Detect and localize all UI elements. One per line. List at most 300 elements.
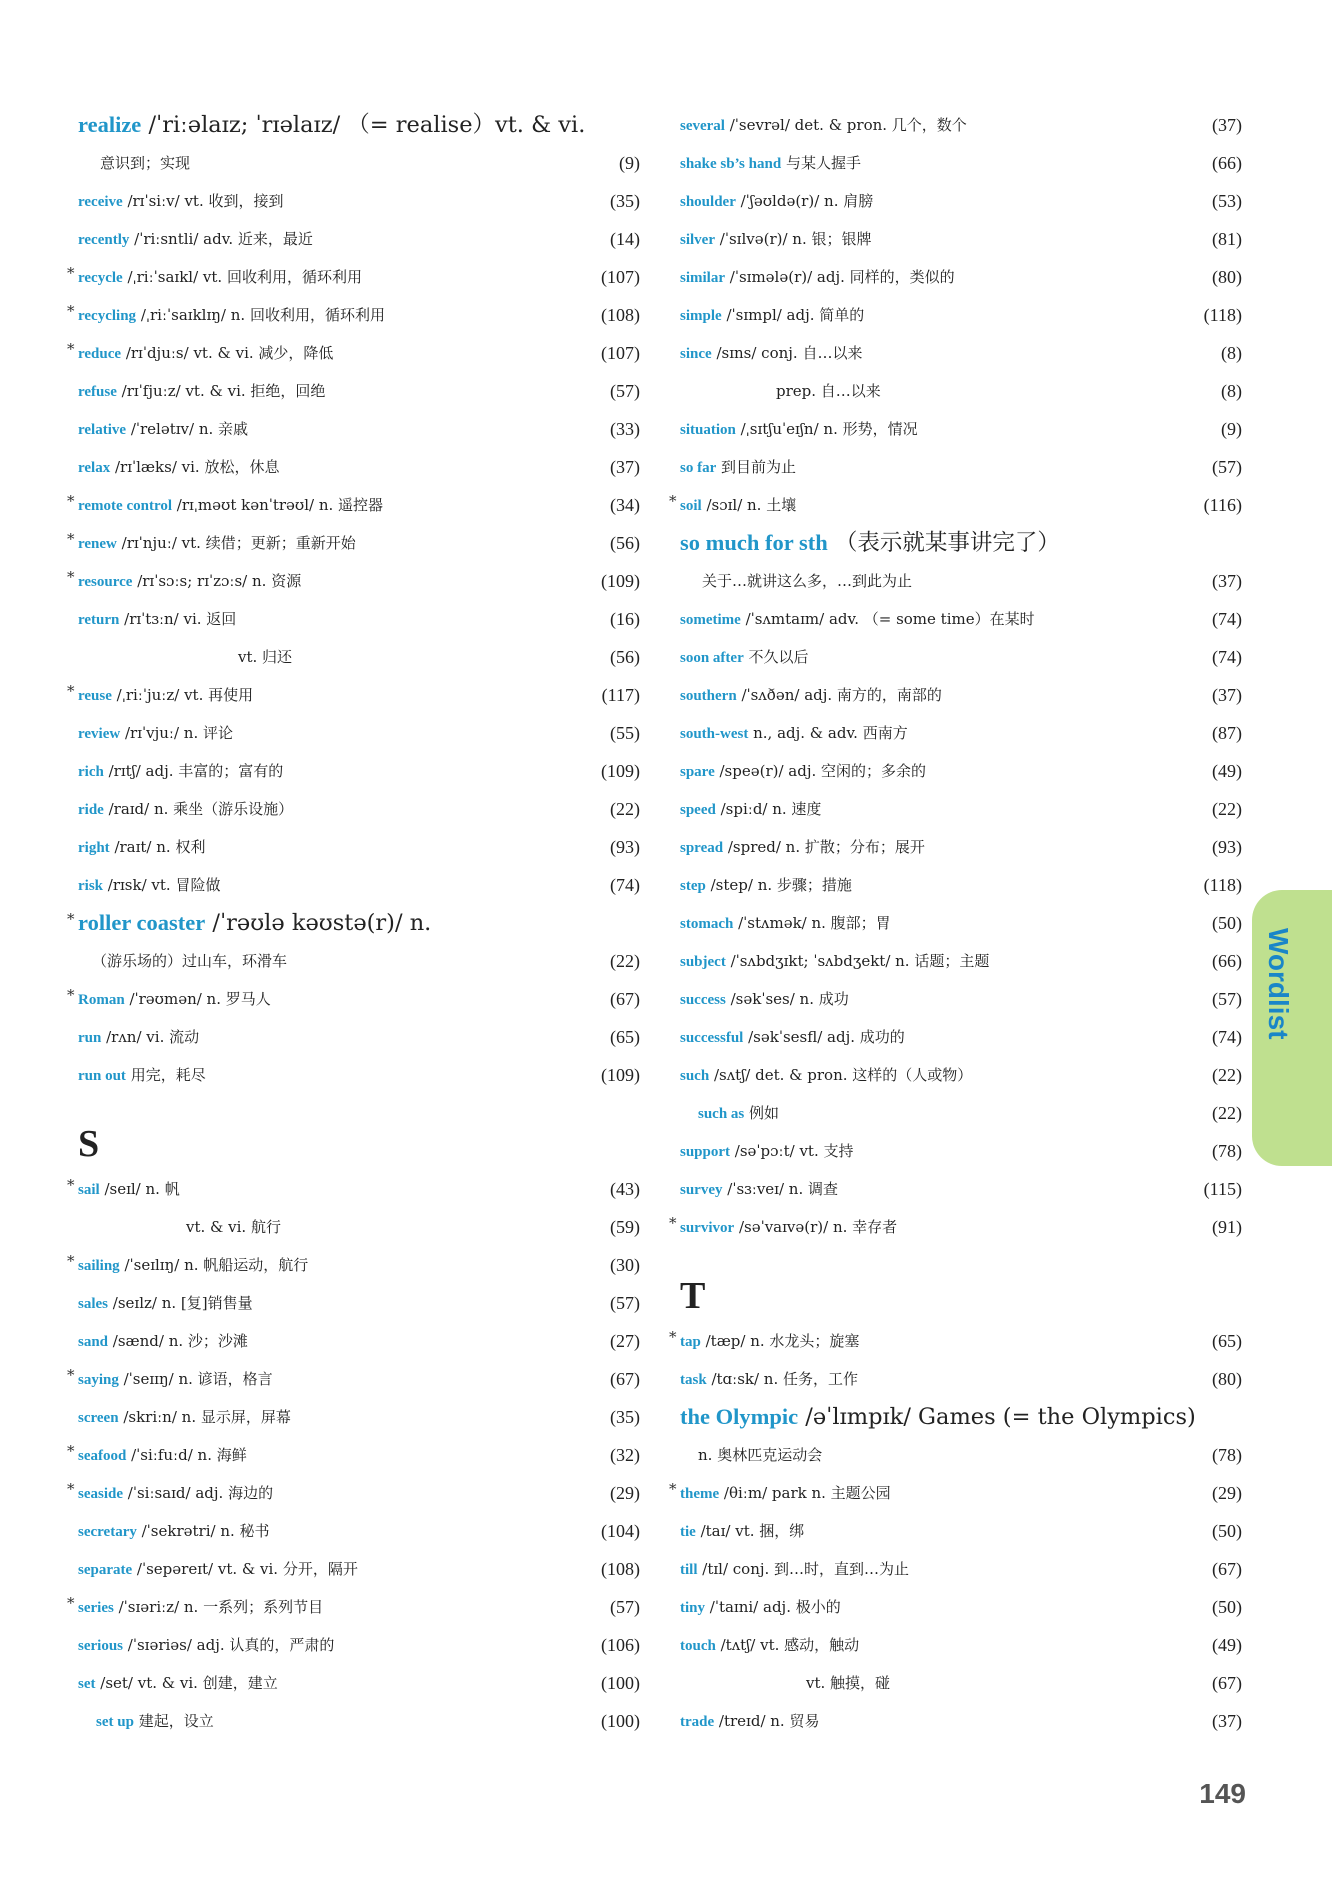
headword: realize	[78, 112, 142, 137]
headword: shake sb’s hand	[680, 156, 782, 172]
page-reference: (37)	[1212, 685, 1242, 705]
wordlist-entry	[67, 486, 640, 524]
headword: support	[680, 1144, 731, 1160]
headword: successful	[680, 1030, 744, 1046]
page-reference: (43)	[610, 1179, 640, 1199]
definition: /ˈsɪmələ(r)/ adj. 同样的，类似的	[725, 268, 955, 286]
star-marker: *	[67, 302, 75, 320]
headword: shoulder	[680, 194, 736, 210]
wordlist-entry	[78, 638, 640, 676]
page-reference: (27)	[610, 1331, 640, 1351]
definition: /rɪsk/ vt. 冒险做	[103, 876, 221, 894]
page-reference: (65)	[610, 1027, 640, 1047]
wordlist-entry	[78, 372, 640, 410]
wordlist-entry	[67, 524, 640, 562]
page-reference: (115)	[1203, 1179, 1242, 1199]
definition: /ˌriːˈsaɪklɪŋ/ n. 回收利用，循环利用	[136, 306, 385, 324]
definition: （表示就某事讲完了）	[827, 530, 1060, 556]
wordlist-entry	[78, 182, 640, 220]
star-marker: *	[67, 568, 75, 586]
headword: silver	[680, 232, 715, 248]
headword: sailing	[78, 1258, 120, 1274]
definition: /ˈtaɪni/ adj. 极小的	[705, 1598, 841, 1616]
definition: /səkˈses/ n. 成功	[725, 990, 849, 1008]
definition: （游乐场的）过山车，环滑车	[92, 952, 288, 970]
star-marker: *	[67, 492, 75, 510]
page-reference: (49)	[1212, 1635, 1242, 1655]
wordlist-entry	[680, 410, 1242, 448]
wordlist-entry	[78, 1702, 640, 1740]
definition: /ˈsɪlvə(r)/ n. 银；银牌	[715, 230, 872, 248]
page-reference: (37)	[1212, 1711, 1242, 1731]
definition: /səˈpɔːt/ vt. 支持	[730, 1142, 854, 1160]
headword: trade	[680, 1714, 715, 1730]
page-reference: (107)	[601, 267, 640, 287]
page-reference: (117)	[601, 685, 640, 705]
page-reference: (66)	[1212, 153, 1242, 173]
definition: /ˈsʌðən/ adj. 南方的，南部的	[736, 686, 942, 704]
definition: 例如	[744, 1104, 780, 1122]
headword: till	[680, 1562, 698, 1578]
wordlist-entry	[680, 1702, 1242, 1740]
wordlist-entry	[680, 1550, 1242, 1588]
definition: /ˈsʌbdʒɪkt; ˈsʌbdʒekt/ n. 话题；主题	[725, 952, 990, 970]
page-reference: (116)	[1203, 495, 1242, 515]
definition: /ˈsɪəriːz/ n. 一系列；系列节目	[113, 1598, 324, 1616]
definition: /ˈrəʊlə kəʊstə(r)/ n.	[205, 910, 432, 936]
star-marker: *	[67, 1442, 75, 1460]
page-reference: (104)	[601, 1521, 640, 1541]
wordlist-entry	[680, 638, 1242, 676]
headword: risk	[78, 878, 104, 894]
headword: speed	[680, 802, 716, 818]
headword: spare	[680, 764, 715, 780]
page-reference: (80)	[1212, 1369, 1242, 1389]
headword: reuse	[78, 688, 112, 704]
star-marker: *	[669, 492, 677, 510]
definition: /ˌriːˈjuːz/ vt. 再使用	[111, 686, 254, 704]
wordlist-entry	[78, 1512, 640, 1550]
page-reference: (57)	[610, 1293, 640, 1313]
wordlist-entry	[680, 258, 1242, 296]
wordlist-entry	[680, 980, 1242, 1018]
wordlist-entry	[680, 714, 1242, 752]
wordlist-entry	[67, 562, 640, 600]
definition: /ˈseɪɪŋ/ n. 谚语，格言	[118, 1370, 273, 1388]
wordlist-entry	[78, 790, 640, 828]
headword: renew	[78, 536, 117, 552]
headword: so far	[680, 460, 717, 476]
definition: /ˈstʌmək/ n. 腹部；胃	[733, 914, 891, 932]
headword: similar	[680, 270, 725, 286]
page-reference: (93)	[1212, 837, 1242, 857]
page-reference: (74)	[1212, 1027, 1242, 1047]
headword: run out	[78, 1068, 126, 1084]
wordlist-entry	[680, 1436, 1242, 1474]
definition: n., adj. & adv. 西南方	[748, 724, 908, 742]
section-letter: T	[680, 1275, 706, 1317]
page-reference: (57)	[1212, 457, 1242, 477]
wordlist-entry	[680, 106, 1242, 144]
headword: sand	[78, 1334, 109, 1350]
definition: /tɑːsk/ n. 任务，工作	[706, 1370, 858, 1388]
headword: set	[78, 1676, 96, 1692]
page-reference: (37)	[1212, 571, 1242, 591]
definition: n. 奥林匹克运动会	[698, 1446, 823, 1464]
page-reference: (74)	[1212, 609, 1242, 629]
page-reference: (22)	[610, 951, 640, 971]
wordlist-entry	[78, 220, 640, 258]
definition: /ˌsɪtʃuˈeɪʃn/ n. 形势，情况	[735, 420, 918, 438]
wordlist-entry	[680, 1588, 1242, 1626]
right-column	[669, 106, 1242, 1740]
page-reference: (57)	[610, 1597, 640, 1617]
page-reference: (57)	[610, 381, 640, 401]
wordlist-entry	[78, 1322, 640, 1360]
page-reference: (35)	[610, 1407, 640, 1427]
page-reference: (35)	[610, 191, 640, 211]
wordlist-entry	[78, 1626, 640, 1664]
page-reference: (30)	[610, 1255, 640, 1275]
wordlist-entry	[78, 1398, 640, 1436]
star-marker: *	[67, 1176, 75, 1194]
page-reference: (50)	[1212, 1597, 1242, 1617]
page-reference: (67)	[1212, 1559, 1242, 1579]
headword: such	[680, 1068, 710, 1084]
headword: situation	[680, 422, 736, 438]
definition: 意识到；实现	[100, 154, 191, 172]
headword: screen	[78, 1410, 119, 1426]
page-reference: (67)	[610, 989, 640, 1009]
page-reference: (22)	[1212, 1103, 1242, 1123]
wordlist-entry	[78, 828, 640, 866]
wordlist-entry	[67, 296, 640, 334]
headword: survey	[680, 1182, 723, 1198]
wordlist-entry	[67, 1436, 640, 1474]
headword: reduce	[78, 346, 122, 362]
definition: 与某人握手	[781, 154, 861, 172]
definition: /ˈsɪəriəs/ adj. 认真的，严肃的	[123, 1636, 335, 1654]
page-reference: (66)	[1212, 951, 1242, 971]
definition: /raɪd/ n. 乘坐（游乐设施）	[103, 800, 294, 818]
star-marker: *	[67, 1594, 75, 1612]
wordlist-entry	[78, 866, 640, 904]
star-marker: *	[67, 986, 75, 1004]
page-reference: (109)	[601, 761, 640, 781]
headword: seafood	[78, 1448, 127, 1464]
headword: set up	[96, 1714, 134, 1730]
headword: relative	[78, 422, 127, 438]
wordlist-entry	[67, 334, 640, 372]
definition: /tʌtʃ/ vt. 感动，触动	[715, 1636, 860, 1654]
page-reference: (56)	[610, 533, 640, 553]
wordlist-entry	[78, 752, 640, 790]
wordlist-entry	[78, 410, 640, 448]
headword: serious	[78, 1638, 123, 1654]
page-reference: (100)	[601, 1673, 640, 1693]
wordlist-tab-label: Wordlist	[1263, 928, 1294, 1040]
definition: /θiːm/ park n. 主题公园	[719, 1484, 891, 1502]
headword: review	[78, 726, 121, 742]
definition: /sʌtʃ/ det. & pron. 这样的（人或物）	[709, 1066, 973, 1084]
wordlist-entry	[67, 1246, 640, 1284]
definition: /rɪˈsiːv/ vt. 收到，接到	[122, 192, 284, 210]
wordlist-entry	[78, 942, 640, 980]
page-reference: (80)	[1212, 267, 1242, 287]
wordlist-entry	[78, 1056, 640, 1094]
page-reference: (74)	[610, 875, 640, 895]
headword: tie	[680, 1524, 696, 1540]
definition: /seɪlz/ n. [复]销售量	[108, 1294, 253, 1312]
page-reference: (14)	[610, 229, 640, 249]
definition: /spiːd/ n. 速度	[715, 800, 822, 818]
headword: sales	[78, 1296, 108, 1312]
definition: /treɪd/ n. 贸易	[714, 1712, 820, 1730]
headword: touch	[680, 1638, 716, 1654]
headword: soil	[680, 498, 702, 514]
headword: run	[78, 1030, 102, 1046]
star-marker: *	[67, 1366, 75, 1384]
wordlist-entry	[78, 1550, 640, 1588]
headword: series	[78, 1600, 114, 1616]
wordlist-entry	[67, 1360, 640, 1398]
definition: /rɪˈdjuːs/ vt. & vi. 减少，降低	[121, 344, 334, 362]
wordlist-entry	[680, 334, 1242, 372]
definition: /rɪˈsɔːs; rɪˈzɔːs/ n. 资源	[132, 572, 302, 590]
headword: recently	[78, 232, 130, 248]
page-reference: (74)	[1212, 647, 1242, 667]
page-reference: (106)	[601, 1635, 640, 1655]
wordlist-entry	[680, 1170, 1242, 1208]
headword: refuse	[78, 384, 117, 400]
headword: simple	[680, 308, 722, 324]
definition: /ˈsekrətri/ n. 秘书	[136, 1522, 270, 1540]
headword: tap	[680, 1334, 701, 1350]
page-reference: (9)	[1221, 419, 1242, 439]
page-reference: (118)	[1203, 875, 1242, 895]
definition: /seɪl/ n. 帆	[99, 1180, 180, 1198]
wordlist-entry	[680, 1626, 1242, 1664]
headword: rich	[78, 764, 104, 780]
page-reference: (57)	[1212, 989, 1242, 1009]
wordlist-entry	[680, 1056, 1242, 1094]
definition: /rɪˈfjuːz/ vt. & vi. 拒绝，回绝	[116, 382, 326, 400]
star-marker: *	[669, 1328, 677, 1346]
definition: 关于…就讲这么多，…到此为止	[702, 572, 913, 590]
definition: 到目前为止	[716, 458, 797, 476]
definition: /ˈsɪmpl/ adj. 简单的	[721, 306, 865, 324]
wordlist-entry	[680, 1018, 1242, 1056]
page-reference: (78)	[1212, 1445, 1242, 1465]
page-reference: (65)	[1212, 1331, 1242, 1351]
definition: /ˈrəʊmən/ n. 罗马人	[124, 990, 271, 1008]
headword: Roman	[78, 992, 125, 1008]
section-letter: S	[78, 1123, 100, 1165]
page-reference: (67)	[1212, 1673, 1242, 1693]
headword: task	[680, 1372, 707, 1388]
definition: 建起，设立	[133, 1712, 214, 1730]
headword: separate	[78, 1562, 133, 1578]
page-reference: (107)	[601, 343, 640, 363]
headword: such as	[698, 1106, 745, 1122]
page-reference: (22)	[610, 799, 640, 819]
definition: /step/ n. 步骤；措施	[705, 876, 852, 894]
page-reference: (9)	[619, 153, 640, 173]
page-number: 149	[1199, 1778, 1246, 1809]
headword: relax	[78, 460, 111, 476]
headword: subject	[680, 954, 726, 970]
wordlist-entry	[67, 1170, 640, 1208]
definition: /rɪˈnjuː/ vt. 续借；更新；重新开始	[116, 534, 356, 552]
definition: /ˈsʌmtaɪm/ adv. （= some time）在某时	[740, 610, 1035, 628]
wordlist-entry	[680, 1360, 1242, 1398]
page-reference: (55)	[610, 723, 640, 743]
definition: /set/ vt. & vi. 创建，建立	[95, 1674, 278, 1692]
headword: step	[680, 878, 706, 894]
page-reference: (16)	[610, 609, 640, 629]
star-marker: *	[67, 1252, 75, 1270]
headword: saying	[78, 1372, 119, 1388]
definition: /skriːn/ n. 显示屏，屏幕	[118, 1408, 291, 1426]
definition: vt. 触摸，碰	[806, 1674, 891, 1692]
definition: prep. 自…以来	[776, 382, 881, 400]
wordlist-entry	[78, 1284, 640, 1322]
page-reference: (118)	[1203, 305, 1242, 325]
headword: several	[680, 118, 725, 134]
definition: /tɪl/ conj. 到…时，直到…为止	[697, 1560, 910, 1578]
definition: /sænd/ n. 沙；沙滩	[108, 1332, 248, 1350]
wordlist-entry	[680, 296, 1242, 334]
page-reference: (53)	[1212, 191, 1242, 211]
wordlist-entry	[669, 1322, 1242, 1360]
headword: stomach	[680, 916, 734, 932]
wordlist-entry	[67, 258, 640, 296]
headword: south-west	[680, 726, 749, 742]
page-reference: (78)	[1212, 1141, 1242, 1161]
wordlist-entry	[680, 600, 1242, 638]
left-column	[67, 106, 640, 1740]
definition: /rʌn/ vi. 流动	[101, 1028, 200, 1046]
page-reference: (81)	[1212, 229, 1242, 249]
wordlist-entry	[680, 866, 1242, 904]
definition: /ˌriːˈsaɪkl/ vt. 回收利用，循环利用	[122, 268, 362, 286]
wordlist-entry	[67, 1588, 640, 1626]
wordlist-entry	[67, 1474, 640, 1512]
wordlist-entry	[680, 144, 1242, 182]
page-reference: (37)	[1212, 115, 1242, 135]
page-reference: (50)	[1212, 1521, 1242, 1541]
page-reference: (29)	[610, 1483, 640, 1503]
wordlist-entry	[680, 1664, 1242, 1702]
definition: /sɔɪl/ n. 土壤	[701, 496, 797, 514]
wordlist-entry	[78, 1018, 640, 1056]
page-reference: (49)	[1212, 761, 1242, 781]
definition: /səkˈsesfl/ adj. 成功的	[743, 1028, 905, 1046]
headword: sometime	[680, 612, 741, 628]
headword: tiny	[680, 1600, 706, 1616]
wordlist-entry	[67, 904, 640, 942]
star-marker: *	[67, 264, 75, 282]
page-reference: (22)	[1212, 1065, 1242, 1085]
wordlist-entry	[680, 904, 1242, 942]
definition: /səˈvaɪvə(r)/ n. 幸存者	[734, 1218, 898, 1236]
wordlist-entry	[669, 1208, 1242, 1246]
page-reference: (109)	[601, 1065, 640, 1085]
page-reference: (100)	[601, 1711, 640, 1731]
wordlist-entry	[680, 1512, 1242, 1550]
star-marker: *	[669, 1214, 677, 1232]
wordlist-entry	[669, 1474, 1242, 1512]
page-reference: (108)	[601, 1559, 640, 1579]
definition: /ˈriːəlaɪz; ˈrɪəlaɪz/ （= realise）vt. & vi.	[141, 112, 586, 138]
headword: recycle	[78, 270, 123, 286]
definition: /ˈsiːsaɪd/ adj. 海边的	[123, 1484, 274, 1502]
page-reference: (59)	[610, 1217, 640, 1237]
star-marker: *	[67, 910, 75, 928]
headword: theme	[680, 1486, 720, 1502]
wordlist-entry	[680, 182, 1242, 220]
page-reference: (108)	[601, 305, 640, 325]
wordlist-entry	[680, 790, 1242, 828]
wordlist-entry	[78, 1208, 640, 1246]
star-marker: *	[67, 530, 75, 548]
definition: /sɪns/ conj. 自…以来	[711, 344, 863, 362]
wordlist-entry	[680, 372, 1242, 410]
definition: /rɪˌməʊt kənˈtrəʊl/ n. 遥控器	[172, 496, 384, 514]
headword: the Olympic	[680, 1404, 799, 1429]
definition: /rɪˈvjuː/ n. 评论	[120, 724, 233, 742]
headword: spread	[680, 840, 724, 856]
wordlist-entry	[680, 562, 1242, 600]
wordlist-entry	[78, 600, 640, 638]
headword: secretary	[78, 1524, 137, 1540]
star-marker: *	[67, 682, 75, 700]
definition: /rɪˈtɜːn/ vi. 返回	[119, 610, 237, 628]
wordlist-entry	[669, 486, 1242, 524]
wordlist-entry	[78, 1664, 640, 1702]
wordlist-entry	[680, 524, 1242, 562]
definition: 用完，耗尽	[125, 1066, 206, 1084]
wordlist-entry	[680, 942, 1242, 980]
wordlist-entry	[680, 1132, 1242, 1170]
wordlist-entry	[78, 144, 640, 182]
definition: /ˈsiːfuːd/ n. 海鲜	[126, 1446, 247, 1464]
wordlist-entry	[78, 714, 640, 752]
wordlist-entry	[680, 676, 1242, 714]
star-marker: *	[669, 1480, 677, 1498]
definition: /rɪˈlæks/ vi. 放松，休息	[110, 458, 280, 476]
headword: seaside	[78, 1486, 123, 1502]
page-reference: (33)	[610, 419, 640, 439]
definition: /rɪtʃ/ adj. 丰富的；富有的	[103, 762, 284, 780]
wordlist-entry	[680, 448, 1242, 486]
headword: receive	[78, 194, 123, 210]
headword: resource	[78, 574, 133, 590]
wordlist-entry	[78, 448, 640, 486]
wordlist-entry	[67, 980, 640, 1018]
page-reference: (22)	[1212, 799, 1242, 819]
definition: /ˈsɜːveɪ/ n. 调查	[722, 1180, 838, 1198]
page-reference: (109)	[601, 571, 640, 591]
definition: vt. 归还	[238, 648, 293, 666]
wordlist-entry	[680, 220, 1242, 258]
definition: /raɪt/ n. 权利	[109, 838, 206, 856]
headword: so much for sth	[680, 530, 828, 555]
page-reference: (50)	[1212, 913, 1242, 933]
headword: sail	[78, 1182, 100, 1198]
wordlist-entry	[78, 106, 640, 144]
definition: /ˈrelətɪv/ n. 亲戚	[126, 420, 249, 438]
